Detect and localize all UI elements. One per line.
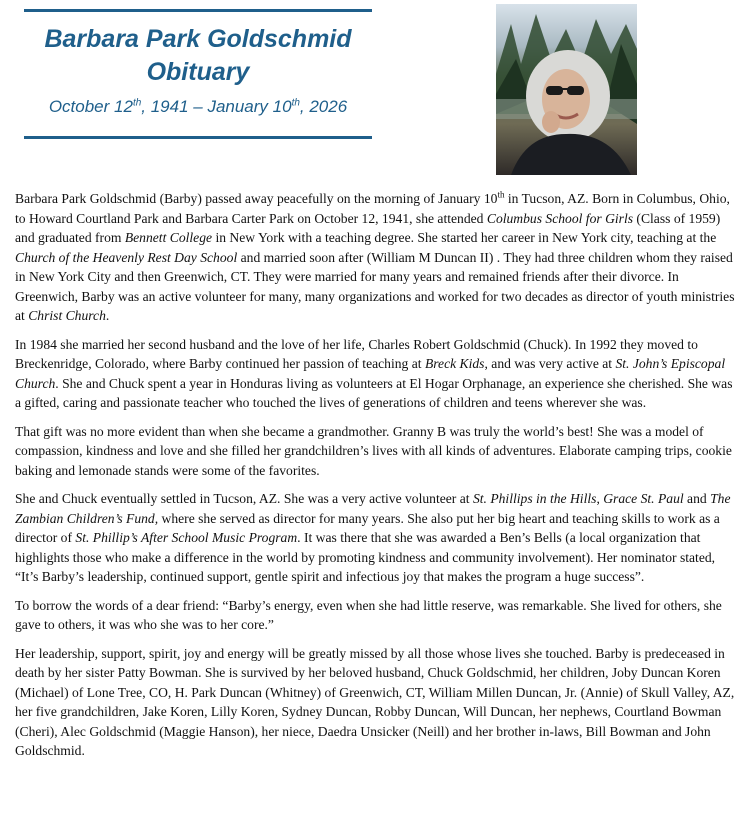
portrait-photo (496, 4, 637, 175)
paragraph-1: Barbara Park Goldschmid (Barby) passed away peacefully on the morning of January 10th in Tucson, AZ. Born in Columbus, Ohio, to Howard Courtland Park and Barbara Carter Park on October 12, 1941, she attended Columbus School for Girls (Class of 1959) and graduated from Bennett College in New York with a teaching degree. She started her career in New York city, teaching at the Church of the Heavenly Rest Day School and married soon after (William M Duncan II) . They had three children whom they raised in New York City and then Greenwich, CT. They were married for many years and remained friends after their divorce. In Greenwich, Barby was an active volunteer for many, many organizations and worked for two decades as director of youth ministries at Christ Church. (15, 189, 735, 323)
paragraph-2: In 1984 she married her second husband and the love of her life, Charles Robert Goldschmid (Chuck). In 1992 they moved to Breckenridge, Colorado, where Barby continued her passion of teaching at Breck Kids, and was very active at St. John’s Episcopal Church. She and Chuck spent a year in Honduras living as volunteers at El Hogar Orphanage, an experience she cherished. She was a gifted, caring and passionate teacher who touched the lives of generations of children and teens wherever she was. (15, 336, 733, 410)
obituary-body (15, 189, 737, 770)
life-dates: October 12th, 1941 – January 10th, 2026 (48, 97, 348, 116)
paragraph-3: That gift was no more evident than when she became a grandmother. Granny B was truly the world’s best! She was a model of compassion, kindness and love and she filled her grandchildren’s lives with all kinds of adventures. Elaborate camping trips, cookie baking and lemonade stands were some of the favorites. (15, 423, 732, 478)
date-end: , 2026 (299, 97, 348, 116)
date-start: October 12 (48, 97, 133, 116)
obituary-header (24, 9, 372, 139)
paragraph-6: Her leadership, support, spirit, joy and energy will be greatly missed by all those whose lives she touched. Barby is predeceased in death by her sister Patty Bowman. She is survived by her beloved husband, Chuck Goldschmid, her children, Joby Duncan Koren (Michael) of Lone Tree, CO, H. Park Duncan (Whitney) of Greenwich, CT, William Millen Duncan, Jr. (Annie) of Skull Valley, AZ, her five grandchildren, Jake Koren, Lilly Koren, Sydney Duncan, Robby Duncan, Will Duncan, her nephews, Courtland Bowman (Cheri), Alec Goldschmid (Maggie Hanson), her niece, Daedra Unsicker (Neill) and her brother in-laws, Bill Bowman and John Goldschmid. (15, 645, 735, 758)
page-title-name: Barbara Park Goldschmid (44, 25, 352, 53)
paragraph-5: To borrow the words of a dear friend: “Barby’s energy, even when she had little reserve, was remarkable. She lived for others, she gave to others, it was who she was to her core.” (15, 597, 722, 632)
page-title-obituary: Obituary (146, 58, 250, 86)
portrait-image (496, 4, 637, 175)
paragraph-4: She and Chuck eventually settled in Tucson, AZ. She was a very active volunteer at St. Phillips in the Hills, Grace St. Paul and The Zambian Children’s Fund, where she served as director for many years. She also put her big heart and teaching skills to work as a director of St. Phillip’s After School Music Program. It was there that she was awarded a Ben’s Bells (a local organization that highlights those who make a difference in the world by promoting kindness and community involvement). Her nominator stated, “It’s Barby’s leadership, continued support, gentle spirit and infectious joy that makes the program a huge success”. (15, 491, 731, 584)
